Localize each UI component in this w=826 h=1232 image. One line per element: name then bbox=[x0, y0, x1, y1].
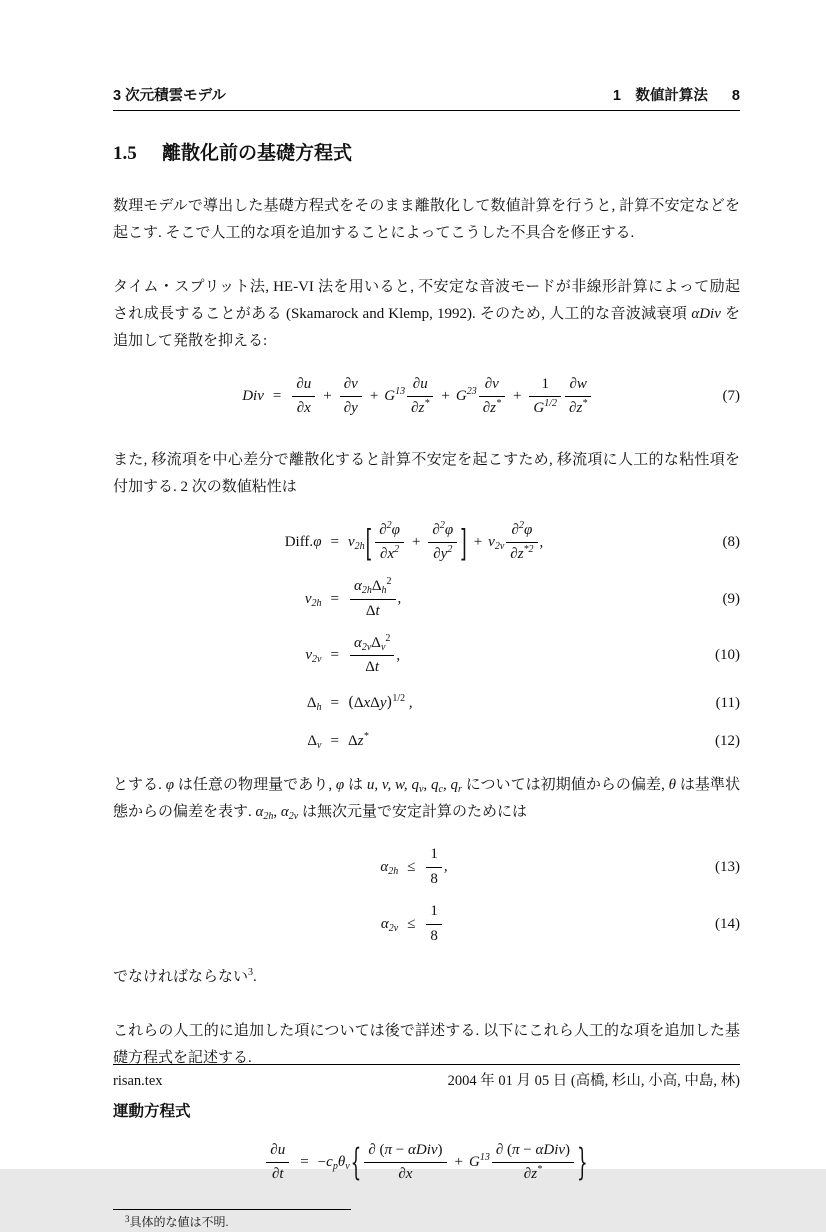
equation-row: $\Delta_v$ = Δz* (12) bbox=[113, 723, 740, 760]
equation-row: $\nu_{2v}$ = $\frac{\alpha_{2v}\Delta_v^2}{\Delta t}$ , (10) bbox=[113, 628, 740, 685]
footer-date-authors: 2004 年 01 月 05 日 (高橋, 杉山, 小高, 中島, 林) bbox=[447, 1073, 740, 1090]
equation-motion bbox=[113, 1135, 740, 1192]
equation-row: $\Delta_h$ = $(\Delta x\Delta y)^{1/2}$ , (11) bbox=[113, 684, 740, 722]
equation-row: Diff.φ = $\nu_{2h}$[ $\frac{\partial^2\varphi}{\partial x^2}$ + $\frac{\partial^2\varphi}{\partial y^2}$ ] + $\nu_{2v}$ $\frac{\partial^2\varphi}{\partial z^{*2}}$ , (8) bbox=[113, 515, 740, 572]
paragraph-constraint: でなければならない$^3$. bbox=[113, 967, 257, 986]
footnote-text: $^3$具体的な値は不明. bbox=[125, 1214, 229, 1229]
equation-block-8-12 bbox=[113, 515, 740, 760]
page-header bbox=[113, 88, 740, 111]
equation-row: $\frac{\partial u}{\partial t}$ = $-c_p\theta_v${ $\frac{\text{∂ (π − αDiv)}}{\partial x}$ + $G^{13}$ $\frac{\text{∂ (π − αDiv)}}{\partial z^*}$ } bbox=[113, 1135, 740, 1192]
equation-number: (11) bbox=[715, 694, 740, 711]
paragraph-intro: 数理モデルで導出した基礎方程式をそのまま離散化して数値計算を行うと, 計算不安定などを起こす. そこで人工的な項を追加することによってこうした不具合を修正する. bbox=[113, 198, 740, 242]
equation-number: (8) bbox=[722, 534, 740, 551]
equation-number: (13) bbox=[715, 859, 740, 875]
equation-row: $\alpha_{2v}$ ≤ $\frac{1}{8}$ (14) bbox=[113, 896, 740, 953]
paragraph-advection: また, 移流項を中心差分で離散化すると計算不安定を起こすため, 移流項に人工的な粘性項を付加する. 2 次の数値粘性は bbox=[113, 452, 740, 496]
subsection-heading-motion: 運動方程式 bbox=[113, 1103, 191, 1121]
header-page-number: 8 bbox=[731, 88, 740, 104]
footnote-rule bbox=[113, 1209, 351, 1210]
section-heading bbox=[113, 142, 740, 166]
section-number: 1.5 bbox=[113, 143, 137, 165]
header-right bbox=[613, 88, 740, 105]
equation-number: (7) bbox=[722, 388, 740, 405]
footer-filename: risan.tex bbox=[113, 1073, 163, 1090]
equation-7 bbox=[113, 369, 740, 426]
equation-block-13-14 bbox=[113, 839, 740, 952]
equation-number: (12) bbox=[715, 732, 740, 749]
paragraph-outline: これらの人工的に追加した項については後で詳述する. 以下にこれら人工的な項を追加した基礎方程式を記述する. bbox=[113, 1022, 740, 1066]
equation-row: Div = $\frac{\partial u}{\partial x}$ + $\frac{\partial v}{\partial y}$ + $G^{13}$ $\frac{\partial u}{\partial z^*}$ + $G^{23}$ $\frac{\partial v}{\partial z^*}$ + $\frac{1}{G^{1/2}}$ $\frac{\partial w}{\partial z^*}$ (7) bbox=[113, 369, 740, 426]
page-footer bbox=[113, 1064, 740, 1091]
equation-row: $\alpha_{2h}$ ≤ $\frac{1}{8}$ , (13) bbox=[113, 839, 740, 896]
equation-number: (9) bbox=[722, 590, 740, 607]
paragraph-phi-definition: とする. φ は任意の物理量であり, φ は u, v, w, $q_v$, $q_c$, $q_r$ については初期値からの偏差, θ は基準状態からの偏差を表す. $\alpha_{2h}$, $\alpha_{2v}$ は無次元量で安定計算のためには bbox=[113, 776, 740, 823]
paragraph-timesplit: タイム・スプリット法, HE-VI 法を用いると, 不安定な音波モードが非線形計算によって励起され成長することがある (Skamarock and Klemp, 1992). そのため, 人工的な音波減衰項 αDiv を追加して発散を抑える: bbox=[113, 278, 740, 350]
equation-number: (10) bbox=[715, 647, 740, 664]
header-left-title: 3 次元積雲モデル bbox=[113, 88, 226, 104]
equation-row: $\nu_{2h}$ = $\frac{\alpha_{2h}\Delta_h^2}{\Delta t}$ , (9) bbox=[113, 571, 740, 628]
section-title: 離散化前の基礎方程式 bbox=[162, 143, 353, 165]
equation-number: (14) bbox=[715, 915, 740, 932]
header-section-label: 1 数値計算法 bbox=[612, 88, 708, 104]
